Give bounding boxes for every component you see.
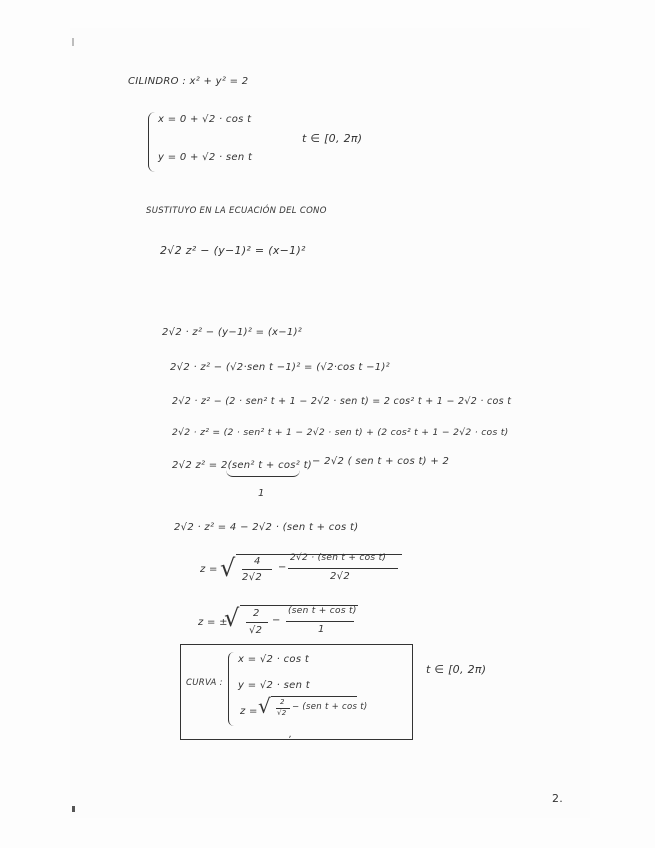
curva-x: x = √2 · cos t	[238, 654, 310, 665]
step-8-num2: (sen t + cos t)	[288, 606, 357, 616]
step-8-den1: √2	[249, 625, 263, 636]
curva-z-num: 2	[280, 698, 285, 706]
step-8-frac1	[246, 622, 268, 623]
curva-brace	[228, 652, 234, 726]
page-number: 2.	[552, 792, 564, 805]
step-5-one: 1	[258, 488, 265, 499]
step-8-minus: −	[272, 615, 281, 626]
step-1: 2√2 · z² − (y−1)² = (x−1)²	[162, 327, 303, 338]
scan-mark-top	[72, 38, 74, 46]
sustituyo-text: SUSTITUYO EN LA ECUACIÓN DEL CONO	[146, 206, 327, 216]
step-5-a: 2√2 z² = 2(sen² t + cos² t)	[172, 460, 313, 471]
step-4: 2√2 · z² = (2 · sen² t + 1 − 2√2 · sen t) + (2 cos² t + 1 − 2√2 · cos t)	[172, 427, 509, 438]
step-7-minus: −	[278, 562, 287, 573]
step-6: 2√2 · z² = 4 − 2√2 · (sen t + cos t)	[174, 522, 359, 533]
step-8-num1: 2	[253, 608, 260, 619]
step-7-num1: 4	[254, 556, 261, 567]
curva-z-sqrt-bar	[271, 696, 357, 697]
step-8-lhs: z = ±	[198, 617, 228, 628]
step-7-num2: 2√2 · (sen t + cos t)	[290, 553, 387, 563]
step-7-den1: 2√2	[242, 572, 262, 583]
step-7-lhs: z =	[200, 564, 218, 575]
param-range: t ∈ [0, 2π)	[302, 132, 363, 145]
box-tick: ,	[289, 730, 293, 740]
curva-z-radical: √	[258, 694, 272, 718]
cilindro-label: CILINDRO : x² + y² = 2	[128, 76, 249, 87]
param-brace	[148, 112, 155, 172]
curva-y: y = √2 · sen t	[238, 680, 310, 691]
curva-label: CURVA :	[186, 678, 223, 688]
step-5-underbrace	[226, 470, 300, 477]
step-8-den2: 1	[318, 624, 325, 635]
step-7-den2: 2√2	[330, 571, 350, 582]
curva-z-lhs: z =	[240, 706, 258, 717]
curva-range: t ∈ [0, 2π)	[426, 663, 487, 676]
param-x: x = 0 + √2 · cos t	[158, 114, 252, 125]
scan-mark-bottom	[72, 806, 75, 812]
curva-z-den: √2	[277, 709, 287, 717]
step-7-radical: √	[220, 554, 236, 582]
step-8-radical: √	[224, 604, 240, 632]
curva-z-rest: − (sen t + cos t)	[292, 702, 368, 712]
step-7-frac1	[242, 569, 272, 570]
step-3: 2√2 · z² − (2 · sen² t + 1 − 2√2 · sen t) = 2 cos² t + 1 − 2√2 · cos t	[172, 396, 512, 407]
step-8-frac2	[286, 621, 354, 622]
step-2: 2√2 · z² − (√2·sen t −1)² = (√2·cos t −1)²	[170, 362, 390, 373]
step-5-b: − 2√2 ( sen t + cos t) + 2	[312, 456, 450, 467]
param-y: y = 0 + √2 · sen t	[158, 152, 253, 163]
step-7-frac2	[288, 568, 398, 569]
cono-equation: 2√2 z² − (y−1)² = (x−1)²	[160, 244, 306, 257]
